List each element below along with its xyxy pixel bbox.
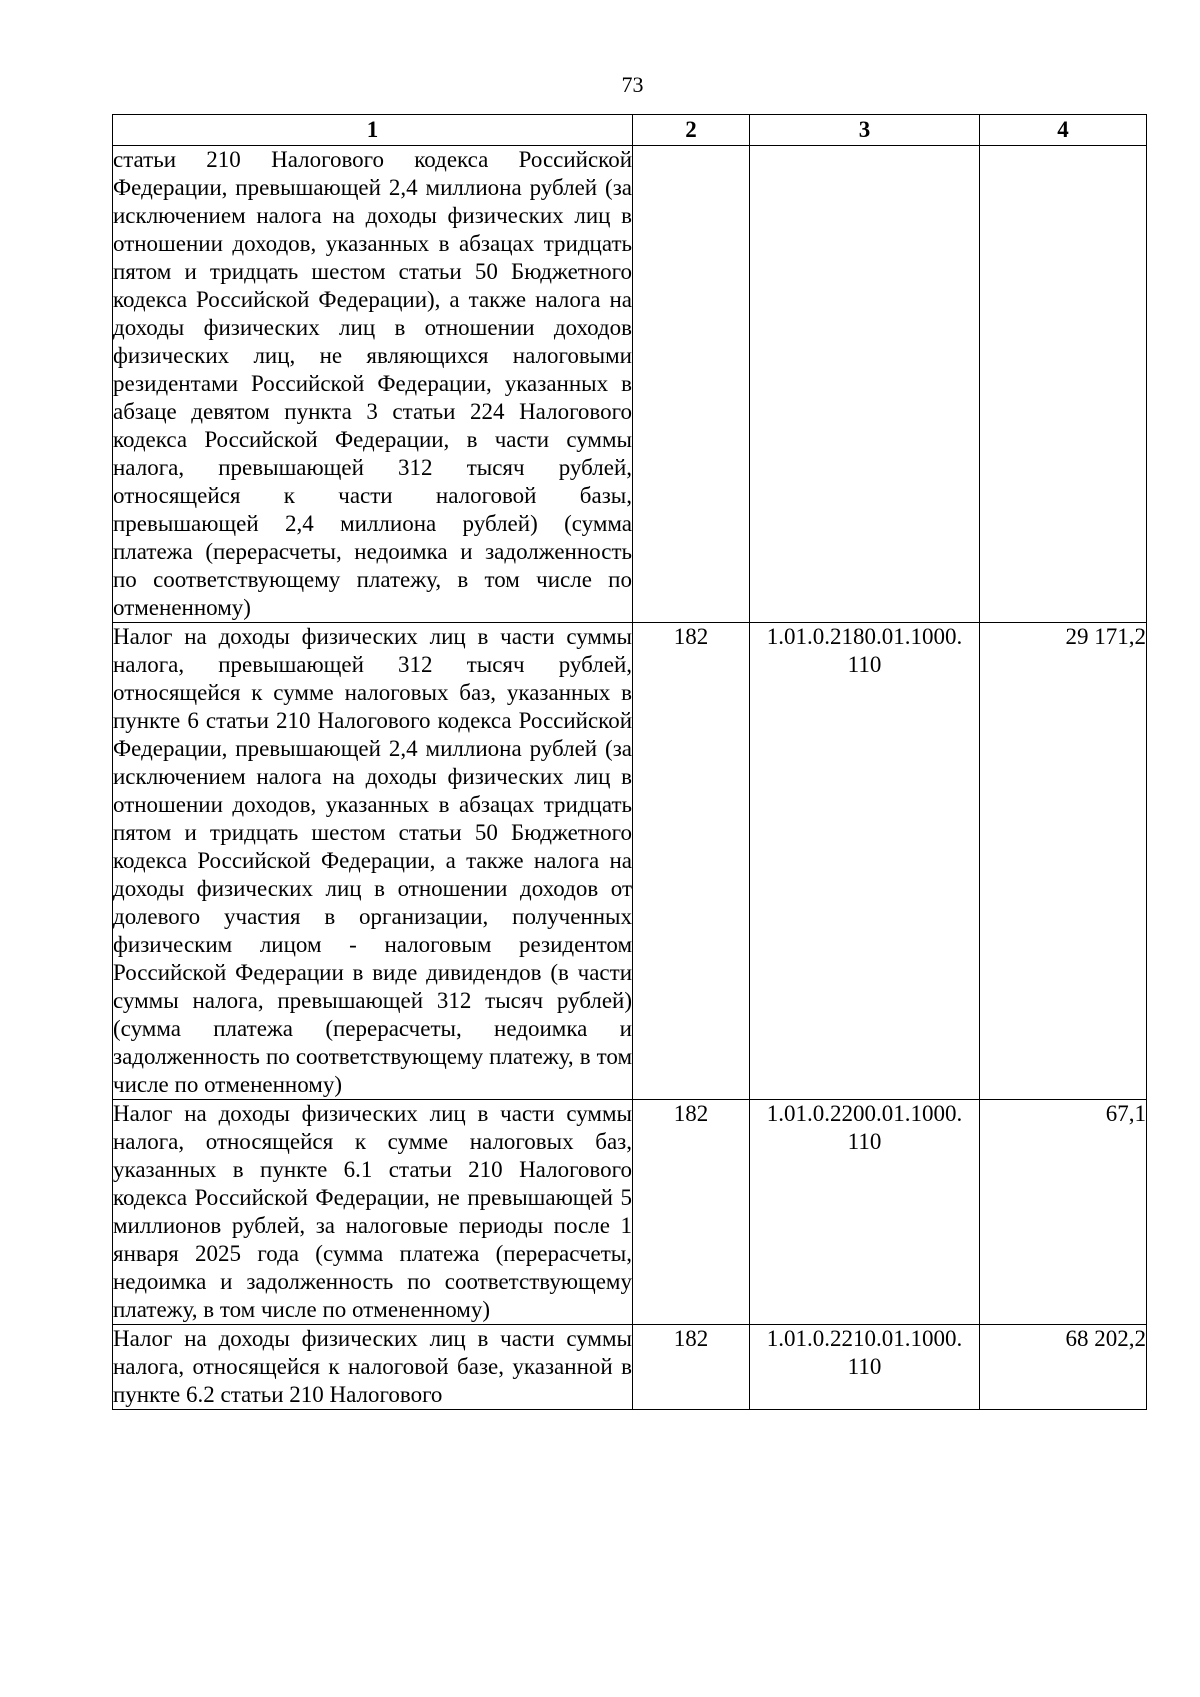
table-row <box>113 146 1147 623</box>
row-classification-code <box>750 1325 980 1410</box>
row-admin-code <box>633 146 750 623</box>
row-classification-code <box>750 623 980 1100</box>
page-number: 73 <box>621 72 644 97</box>
code-line-2: 110 <box>847 1354 882 1379</box>
table-row <box>113 1325 1147 1410</box>
code-line-2: 110 <box>847 1129 882 1154</box>
row-description: Налог на доходы физических лиц в части суммы налога, относящейся к налоговой базе, указанной в пункте 6.2 статьи 210 Налогового <box>113 1325 633 1410</box>
budget-revenue-table <box>112 114 1147 1410</box>
column-header-4: 4 <box>980 115 1147 146</box>
row-amount <box>980 146 1147 623</box>
row-admin-code: 182 <box>633 1100 750 1325</box>
code-line-1: 1.01.0.2180.01.1000. <box>766 624 963 649</box>
row-admin-code: 182 <box>633 1325 750 1410</box>
row-classification-code <box>750 146 980 623</box>
row-description: Налог на доходы физических лиц в части суммы налога, относящейся к сумме налоговых баз, указанных в пункте 6.1 статьи 210 Налогового кодекса Российской Федерации, не превышающей 5 миллионов рублей, за налоговые периоды после 1 января 2025 года (сумма платежа (перерасчеты, недоимка и задолженность по соответствующему платежу, в том числе по отмененному) <box>113 1100 633 1325</box>
column-header-1: 1 <box>113 115 633 146</box>
row-amount: 68 202,2 <box>980 1325 1147 1410</box>
row-amount: 29 171,2 <box>980 623 1147 1100</box>
column-header-2: 2 <box>633 115 750 146</box>
table-row <box>113 1100 1147 1325</box>
column-header-3: 3 <box>750 115 980 146</box>
code-line-1: 1.01.0.2210.01.1000. <box>766 1326 963 1351</box>
table-header-row <box>113 115 1147 146</box>
code-line-1: 1.01.0.2200.01.1000. <box>766 1101 963 1126</box>
row-description: статьи 210 Налогового кодекса Российской Федерации, превышающей 2,4 миллиона рублей (за исключением налога на доходы физических лиц в отношении доходов, указанных в абзацах тридцать пятом и тридцать шестом статьи 50 Бюджетного кодекса Российской Федерации), а также налога на доходы физических лиц в отношении доходов физических лиц, не являющихся налоговыми резидентами Российской Федерации, указанных в абзаце девятом пункта 3 статьи 224 Налогового кодекса Российской Федерации, в части суммы налога, превышающей 312 тысяч рублей, относящейся к части налоговой базы, превышающей 2,4 миллиона рублей) (сумма платежа (перерасчеты, недоимка и задолженность по соответствующему платежу, в том числе по отмененному) <box>113 146 633 623</box>
table-row <box>113 623 1147 1100</box>
row-admin-code: 182 <box>633 623 750 1100</box>
row-description: Налог на доходы физических лиц в части суммы налога, превышающей 312 тысяч рублей, относящейся к сумме налоговых баз, указанных в пункте 6 статьи 210 Налогового кодекса Российской Федерации, превышающей 2,4 миллиона рублей (за исключением налога на доходы физических лиц в отношении доходов, указанных в абзацах тридцать пятом и тридцать шестом статьи 50 Бюджетного кодекса Российской Федерации, а также налога на доходы физических лиц в отношении доходов от долевого участия в организации, полученных физическим лицом - налоговым резидентом Российской Федерации в виде дивидендов (в части суммы налога, превышающей 312 тысяч рублей) (сумма платежа (перерасчеты, недоимка и задолженность по соответствующему платежу, в том числе по отмененному) <box>113 623 633 1100</box>
row-amount: 67,1 <box>980 1100 1147 1325</box>
code-line-2: 110 <box>847 652 882 677</box>
row-classification-code <box>750 1100 980 1325</box>
